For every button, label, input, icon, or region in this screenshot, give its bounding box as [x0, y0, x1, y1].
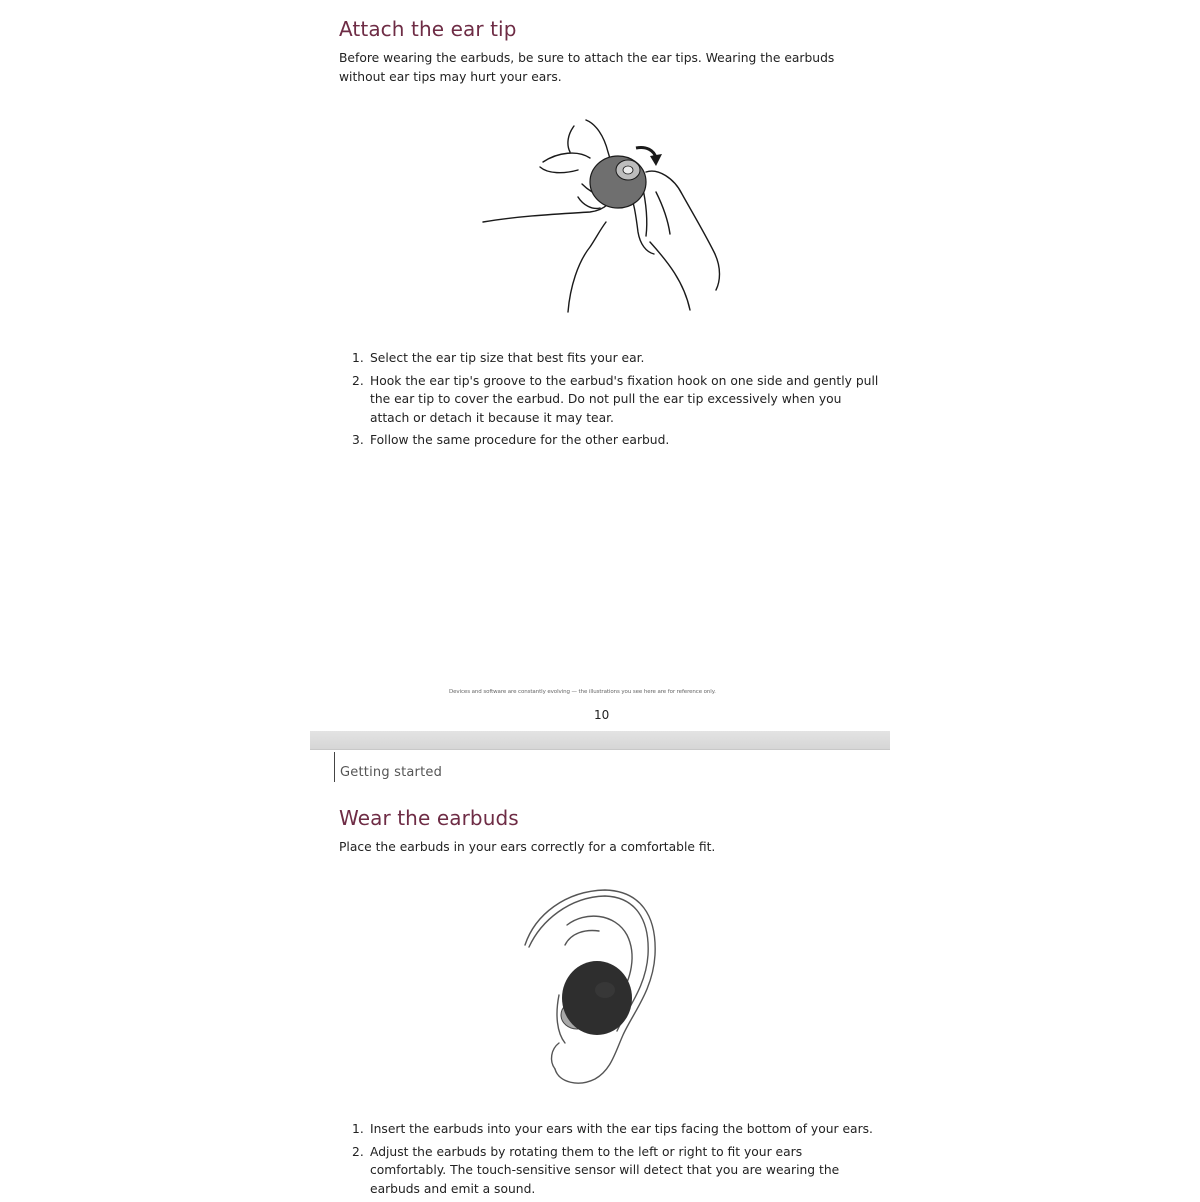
step-text: Select the ear tip size that best fits your ear.: [370, 351, 645, 365]
chapter-divider: [334, 752, 335, 782]
ear-with-earbud-illustration: [515, 885, 665, 1090]
attach-ear-tip-intro: Before wearing the earbuds, be sure to attach the ear tips. Wearing the earbuds without ear tips may hurt your ears.: [339, 51, 835, 84]
step-number: 3.: [352, 433, 364, 447]
page-number: 10: [594, 708, 610, 722]
disclaimer-footnote: Devices and software are constantly evolving — the illustrations you see here are for reference only.: [449, 689, 716, 695]
wear-earbuds-intro: Place the earbuds in your ears correctly for a comfortable fit.: [339, 840, 716, 854]
chapter-label: Getting started: [340, 765, 443, 780]
page-separator: [310, 731, 890, 750]
list-item: [340, 431, 880, 450]
step-number: 2.: [352, 1144, 364, 1159]
wear-earbuds-steps: [340, 1120, 900, 1202]
section-title-attach-ear-tip: Attach the ear tip: [339, 17, 517, 41]
step-number: 2.: [352, 373, 364, 388]
section-title-wear-earbuds: Wear the earbuds: [339, 806, 519, 830]
step-text: Hook the ear tip's groove to the earbud's fixation hook on one side and gently pull the ear tip to cover the earbud. Do not pull the ear tip excessively when you attach or detach it because it may tear.: [370, 373, 879, 425]
step-number: 1.: [352, 1122, 364, 1136]
hand-attaching-ear-tip-illustration: [478, 112, 728, 317]
list-item: [340, 1120, 900, 1139]
list-item: [340, 1143, 870, 1199]
attach-ear-tip-steps: [340, 349, 880, 454]
list-item: [340, 372, 880, 428]
step-text: Follow the same procedure for the other earbud.: [370, 433, 670, 447]
step-text: Insert the earbuds into your ears with the ear tips facing the bottom of your ears.: [370, 1122, 873, 1136]
step-number: 1.: [352, 351, 364, 365]
step-text: Adjust the earbuds by rotating them to the left or right to fit your ears comfortably. The touch-sensitive sensor will detect that you are wearing the earbuds and emit a sound.: [370, 1144, 840, 1196]
list-item: [340, 349, 880, 368]
